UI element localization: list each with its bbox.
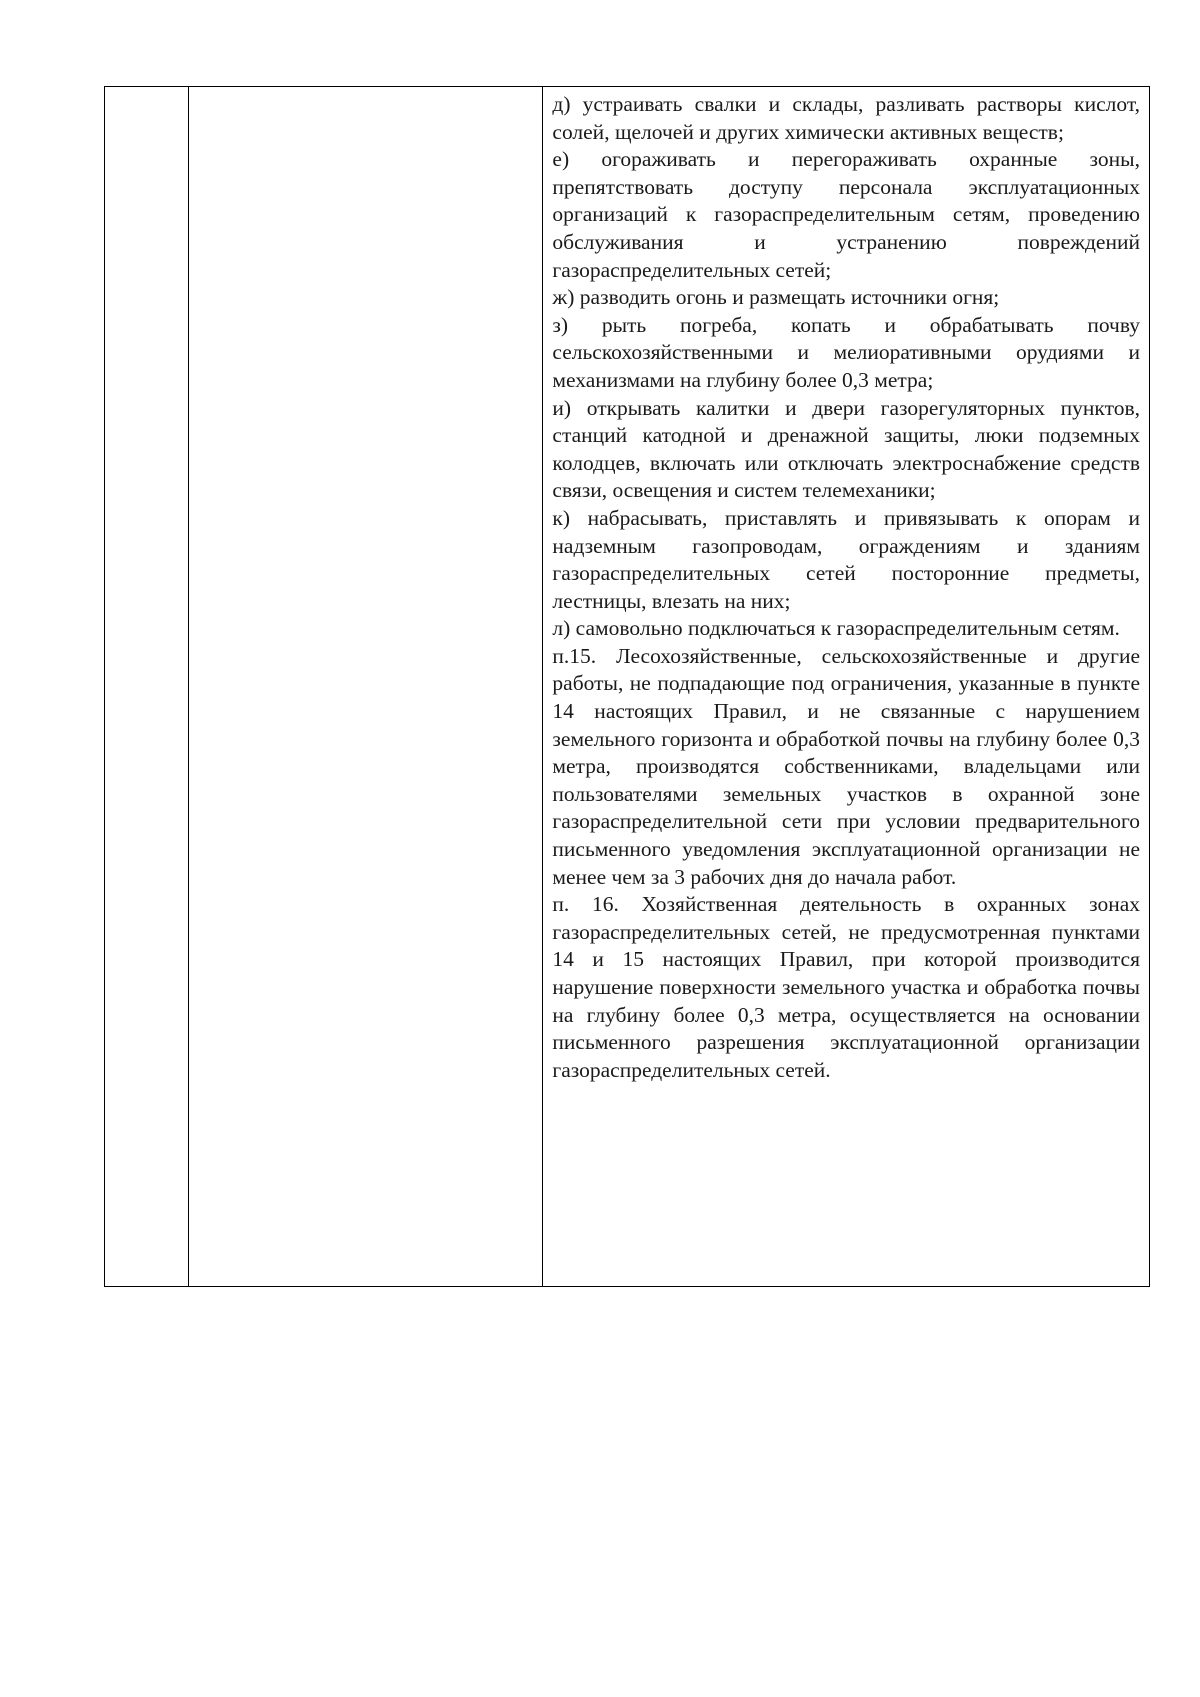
table-cell-number (105, 87, 189, 1287)
restriction-item-i: и) открывать калитки и двери газорегуляторных пунктов, станций катодной и дренажной защиты, люки подземных колодцев, включать или отключать электроснабжение средств связи, освещения и систем телемеханики; (552, 395, 1140, 503)
table-cell-restrictions (543, 87, 1150, 1287)
restriction-item-k: к) набрасывать, приставлять и привязывать к опорам и надземным газопроводам, ограждениям и зданиям газораспределительных сетей посторонние предметы, лестницы, влезать на них; (552, 505, 1140, 613)
restriction-item-z: з) рыть погреба, копать и обрабатывать почву сельскохозяйственными и мелиоративными орудиями и механизмами на глубину более 0,3 метра; (552, 312, 1140, 392)
clause-15-paragraph: п.15. Лесохозяйственные, сельскохозяйственные и другие работы, не подпадающие под ограничения, указанные в пункте 14 настоящих Правил, и не связанные с нарушением земельного горизонта и обработкой почвы на глубину более 0,3 метра, производятся собственниками, владельцами или пользователями земельных участков в охранной зоне газораспределительной сети при условии предварительного письменного уведомления эксплуатационной организации не менее чем за 3 рабочих дня до начала работ. (552, 643, 1140, 889)
restriction-item-zh: ж) разводить огонь и размещать источники огня; (552, 285, 1000, 310)
restriction-item-l: л) самовольно подключаться к газораспределительным сетям. (552, 616, 1120, 641)
table-row (105, 87, 1150, 1287)
restrictions-text-block (543, 87, 1149, 1286)
clause-16-paragraph: п. 16. Хозяйственная деятельность в охранных зонах газораспределительных сетей, не предусмотренная пунктами 14 и 15 настоящих Правил, при которой производится нарушение поверхности земельного участка и обработка почвы на глубину более 0,3 метра, осуществляется на основании письменного разрешения эксплуатационной организации газораспределительных сетей. (552, 892, 1140, 1082)
restriction-item-e: е) огораживать и перегораживать охранные зоны, препятствовать доступу персонала эксплуатационных организаций к газораспределительным сетям, проведению обслуживания и устранению повреждений газораспределительных сетей; (552, 147, 1140, 282)
table-cell-object (189, 87, 543, 1287)
restriction-item-d: д) устраивать свалки и склады, разливать растворы кислот, солей, щелочей и других химически активных веществ; (552, 92, 1140, 144)
regulations-table (104, 86, 1150, 1287)
